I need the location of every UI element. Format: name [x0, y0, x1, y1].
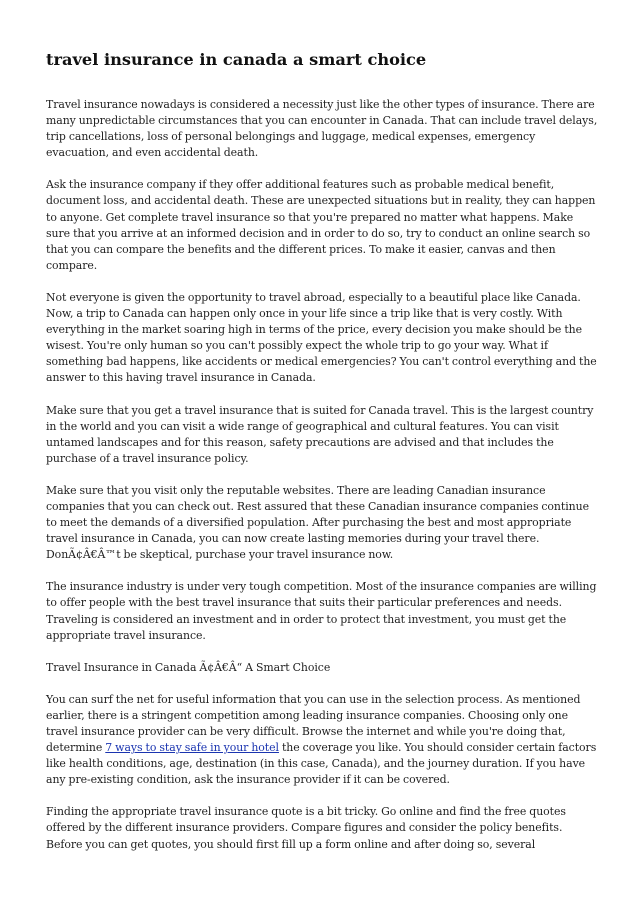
paragraph-text-before-link: You can surf the net for useful information that you can use in the selection process. As mentioned earlier, there is a stringent competition among leading insurance companies. Choosing only one travel insurance provider can be very difficult. Browse the internet and while you're doing that, determine: [46, 692, 581, 755]
paragraph-6: The insurance industry is under very tough competition. Most of the insurance companies are willing to offer people with the best travel insurance that suits their particular preferences and needs. Traveling is considered an investment and in order to protect that investment, you must get the appropriate travel insurance.: [46, 580, 597, 642]
final-paragraph: Finding the appropriate travel insurance quote is a bit tricky. Go online and find the free quotes offered by the different insurance providers. Compare figures and consider the policy benefits. Before you can get quotes, you should first fill up a form online and after doing so, several: [46, 805, 566, 851]
hotel-safety-link[interactable]: 7 ways to stay safe in your hotel: [105, 741, 279, 755]
paragraph-text-after-link: the coverage you like. You should consider certain factors like health conditions, age, destination (in this case, Canada), and the journey duration. If you have any pre-existing condition, ask the insurance provider if it can be covered.: [46, 741, 597, 787]
paragraph-with-link: [46, 692, 598, 789]
section-subheading: Travel Insurance in Canada Ã¢Â€Â“ A Smart Choice: [46, 660, 331, 674]
document-title: travel insurance in canada a smart choice: [46, 50, 427, 69]
paragraph-2: Ask the insurance company if they offer additional features such as probable medical benefit, document loss, and accidental death. These are unexpected situations but in reality, they can happen to anyone. Get complete travel insurance so that you're prepared no matter what happens. Make sure that you arrive at an informed decision and in order to do so, try to conduct an online search so that you can compare the benefits and the different prices. To make it easier, canvas and then compare.: [46, 178, 596, 272]
paragraph-4: Make sure that you get a travel insurance that is suited for Canada travel. This is the largest country in the world and you can visit a wide range of geographical and cultural features. You can visit untamed landscapes and for this reason, safety precautions are advised and that includes the purchase of a travel insurance policy.: [46, 403, 594, 465]
paragraph-1: Travel insurance nowadays is considered a necessity just like the other types of insurance. There are many unpredictable circumstances that you can encounter in Canada. That can include travel delays, trip cancellations, loss of personal belongings and luggage, medical expenses, emergency evacuation, and even accidental death.: [46, 98, 598, 160]
paragraph-3: Not everyone is given the opportunity to travel abroad, especially to a beautiful place like Canada. Now, a trip to Canada can happen only once in your life since a trip like that is very costly. With everything in the market soaring high in terms of the price, every decision you make should be the wisest. You're only human so you can't possibly expect the whole trip to go your way. What if something bad happens, like accidents or medical emergencies? You can't control everything and the answer to this having travel insurance in Canada.: [46, 290, 597, 385]
paragraph-5: Make sure that you visit only the reputable websites. There are leading Canadian insurance companies that you can check out. Rest assured that these Canadian insurance companies continue to meet the demands of a diversified population. After purchasing the best and most appropriate travel insurance in Canada, you can now create lasting memories during your travel there. DonÃ¢Â€Â™t be skeptical, purchase your travel insurance now.: [46, 483, 589, 562]
